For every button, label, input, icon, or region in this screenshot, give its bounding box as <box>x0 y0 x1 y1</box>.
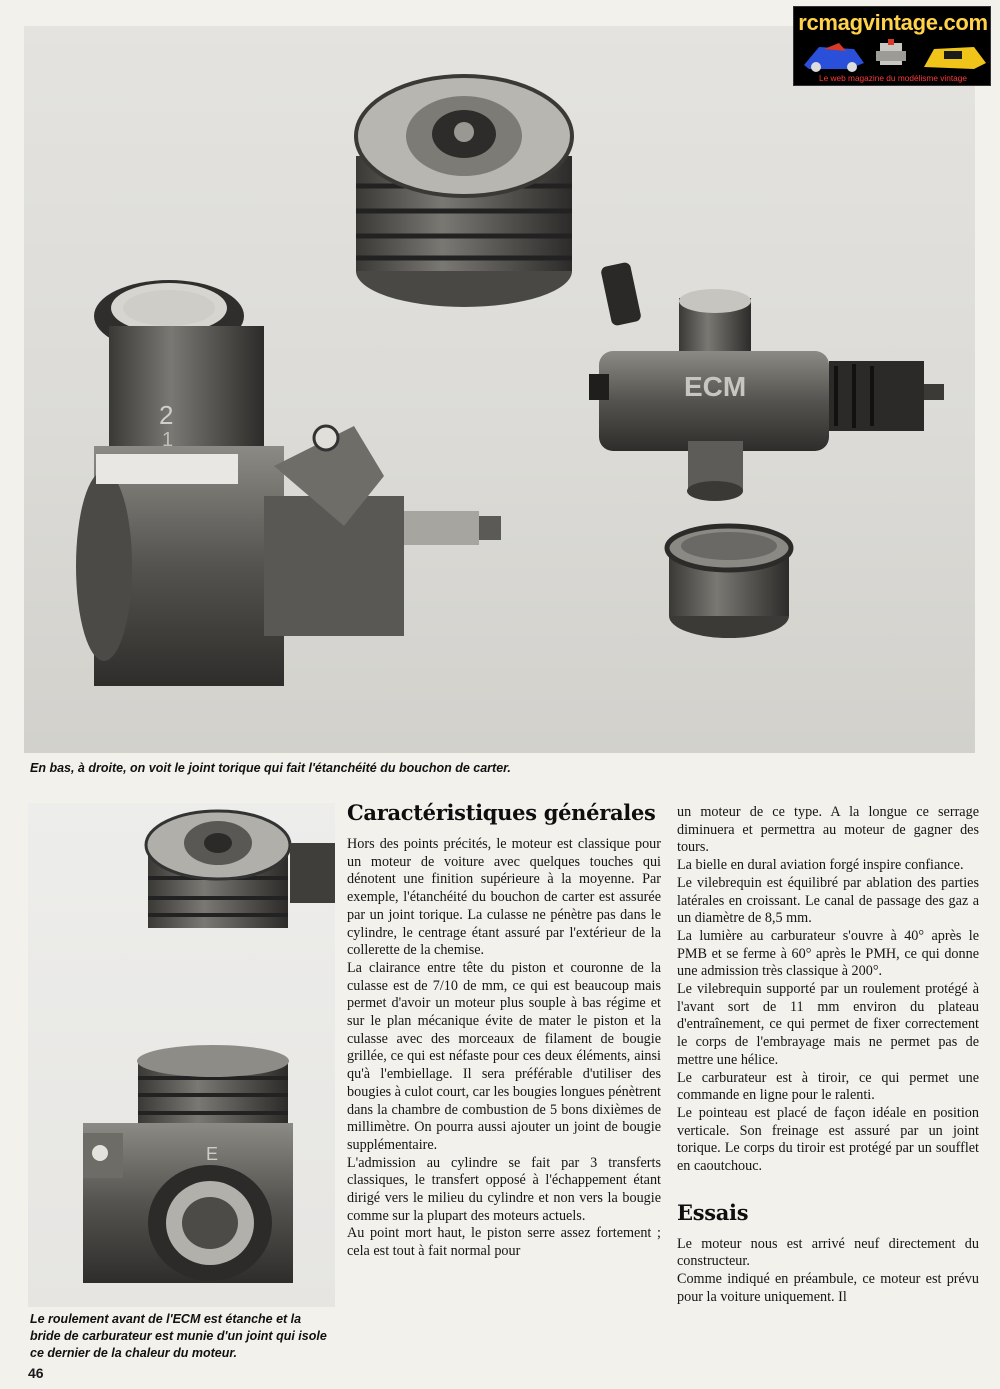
logo-subtitle: Le web magazine du modélisme vintage <box>818 73 968 83</box>
article-paragraph: Le moteur nous est arrivé neuf directement du constructeur. <box>677 1235 979 1270</box>
engine-front-illustration <box>28 803 335 1307</box>
ecm-body-part <box>589 262 944 501</box>
bottom-photo-caption: Le roulement avant de l'ECM est étanche et la bride de carburateur est munie d'un joint qui isole ce dernier de la chaleur du moteur. <box>30 1312 327 1360</box>
engine-letter: E <box>206 1144 219 1164</box>
article-paragraph: L'admission au cylindre se fait par 3 transferts classiques, le transfert opposé à l'échappement étant dirigé vers le milieu du cylindre et non vers la bougie comme sur la plupart des moteurs actuels. <box>347 1154 661 1224</box>
article-paragraph: un moteur de ce type. A la longue ce serrage diminuera et permettra au moteur de gagner des tours. <box>677 804 979 856</box>
logo-vehicles-icon <box>794 37 992 73</box>
logo-title: rcmagvintage.com <box>798 10 988 35</box>
engine-front-body <box>83 1045 293 1283</box>
crankcase-part <box>76 280 501 686</box>
section-heading-essais: Essais <box>677 1199 749 1225</box>
article-paragraph: Au point mort haut, le piston serre assez fortement ; cela est tout à fait normal pour <box>347 1225 661 1260</box>
rcmagvintage-logo[interactable] <box>793 6 991 86</box>
back-cover-part <box>667 526 791 638</box>
article-paragraph: La bielle en dural aviation forgé inspire confiance. <box>677 857 964 874</box>
engine-digit-2: 2 <box>159 400 174 430</box>
engine-digit-1: 1 <box>162 429 174 451</box>
article-paragraph: Hors des points précités, le moteur est classique pour un moteur de voiture avec quelques touches qui dénotent une finition supérieure à la moyenne. Par exemple, l'étanchéité du bouchon de carter est assurée par un joint torique. La culasse ne pénètre pas dans le cylindre, le centrage étant assuré par l'extérieur de la collerette de la chemise. <box>347 836 661 959</box>
page-number: 46 <box>28 1365 44 1381</box>
article-column-middle <box>347 800 661 1261</box>
article-column-right <box>677 804 979 1307</box>
article-paragraph: Le carburateur est à tiroir, ce qui permet une commande en ligne pour le ralenti. <box>677 1069 979 1104</box>
engine-parts-illustration <box>24 26 975 753</box>
article-paragraph: Le vilebrequin supporté par un roulement protégé à l'avant sort de 11 mm environ du plateau d'entraînement, ce qui permet de fixer correctement le corps de l'embrayage mais ne permet pas de mettre une hélice. <box>677 981 979 1068</box>
article-paragraph: Le pointeau est placé de façon idéale en position verticale. Son freinage est assuré par un joint torique. Le corps du tiroir est protégé par un soufflet en caoutchouc. <box>677 1104 979 1175</box>
cylinder-head-small <box>146 811 335 928</box>
engine-parts-photo <box>24 26 975 753</box>
ecm-marking: ECM <box>684 371 747 402</box>
article-paragraph: Comme indiqué en préambule, ce moteur est prévu pour la voiture uniquement. Il <box>677 1271 979 1305</box>
cylinder-head-part <box>356 76 572 307</box>
article-paragraph: La lumière au carburateur s'ouvre à 40° après le PMB et se ferme à 60° après le PMH, ce qui donne une admission très classique à 200°. <box>677 927 979 980</box>
engine-front-photo <box>28 803 335 1307</box>
article-paragraph: La clairance entre tête du piston et couronne de la culasse est de 7/10 de mm, ce qui est beaucoup mais permet d'avoir un moteur plus souple à bas régime et sur le plan mécanique évite de mater le piston et la culasse avec des morceaux de filament de bougie grillée, ce qui est néfaste pour ces deux éléments, ainsi qu'à l'embiellage. Il sera préférable d'utiliser des bougies à culot court, car les bougies longues pénètrent dans la chambre de combustion de 5 bons dixièmes de millimètre. On pourra aussi ajouter un joint de bougie supplémentaire. <box>347 959 662 1153</box>
top-photo-caption: En bas, à droite, on voit le joint torique qui fait l'étanchéité du bouchon de carter. <box>30 761 511 775</box>
article-paragraph: Le vilebrequin est équilibré par ablation des parties latérales en croissant. Le canal de passage des gaz a un diamètre de 8,5 mm. <box>677 874 979 927</box>
section-heading-caracteristiques: Caractéristiques générales <box>347 800 656 825</box>
